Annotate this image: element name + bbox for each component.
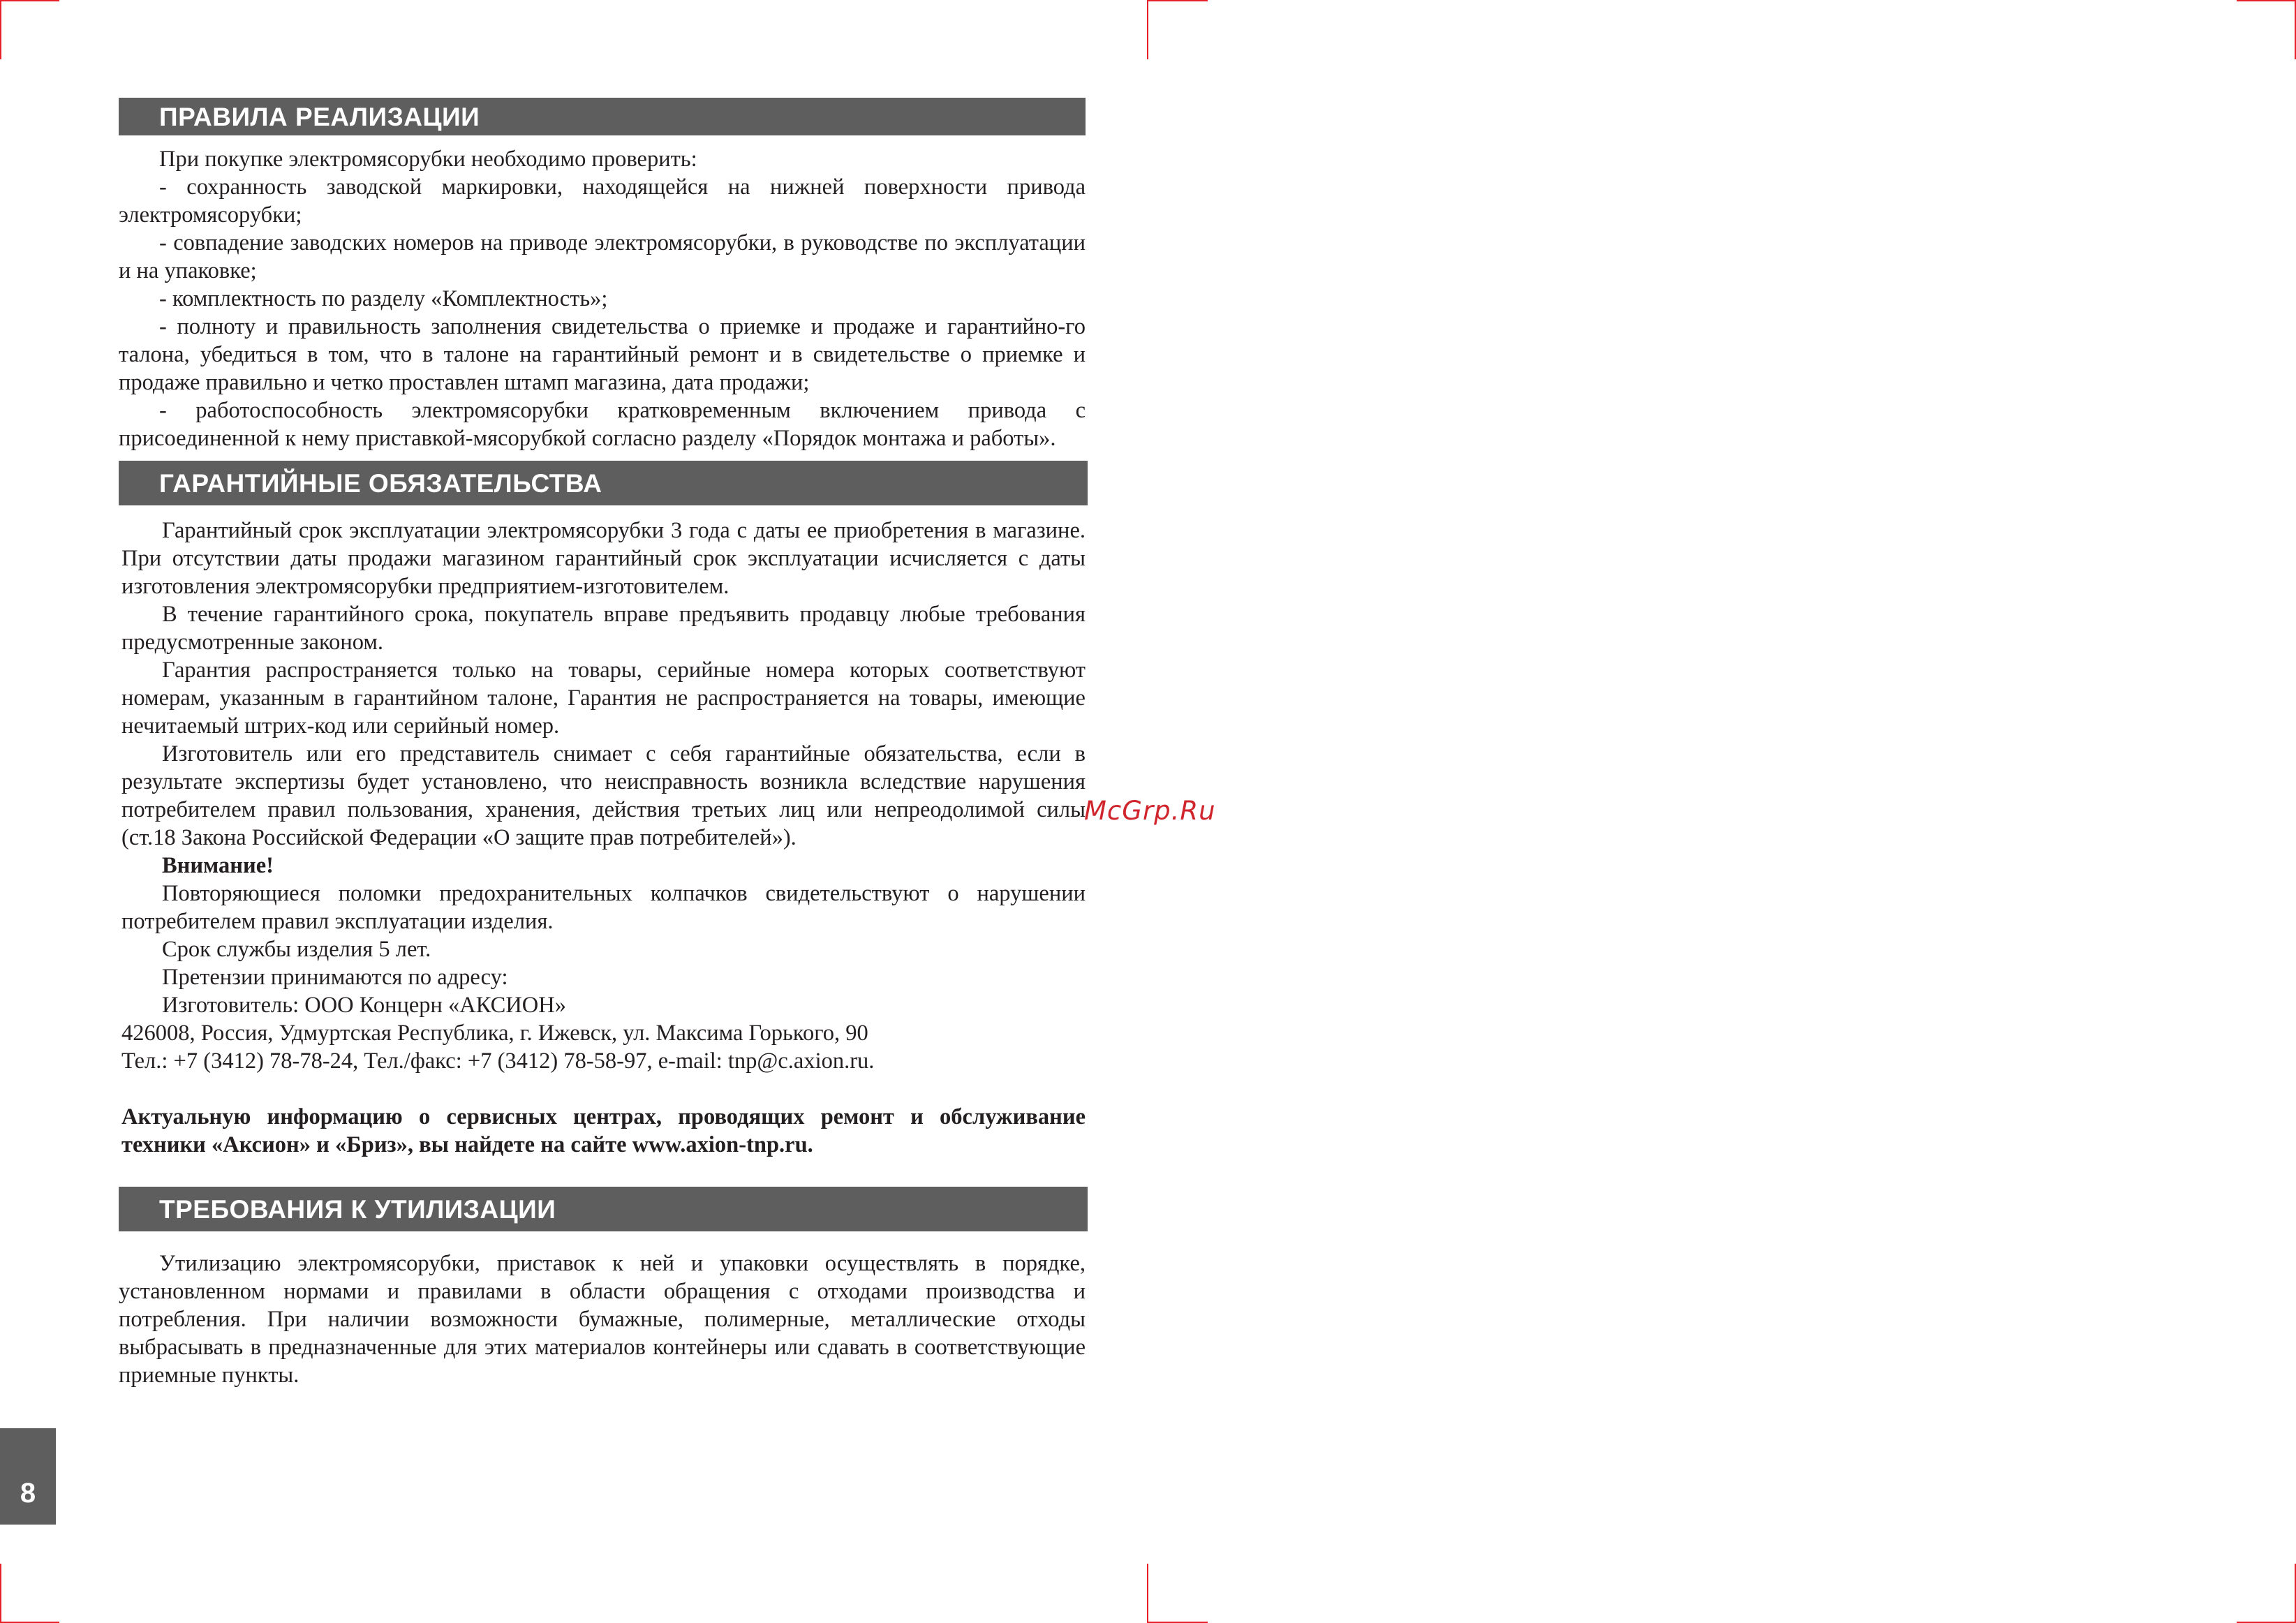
paragraph: При покупке электромясорубки необходимо проверить: bbox=[159, 147, 697, 172]
attention-text: Повторяющиеся поломки предохранительных колпачков свидетельствуют о нарушении потребителем правил эксплуатации изделия. bbox=[121, 881, 1086, 934]
watermark: McGrp.Ru bbox=[1084, 796, 1216, 826]
paragraph: Гарантийный срок эксплуатации электромясорубки 3 года с даты ее приобретения в магазине. При отсутствии даты продажи магазином гарантийный срок эксплуатации исчисляется с даты изготовления электромясорубки предприятием-изготовителем. bbox=[121, 518, 1086, 599]
paragraph: В течение гарантийного срока, покупатель вправе предъявить продавцу любые требования предусмотренные законом. bbox=[121, 602, 1086, 655]
section-title-warranty: ГАРАНТИЙНЫЕ ОБЯЗАТЕЛЬСТВА bbox=[119, 461, 1088, 505]
paragraph: - полноту и правильность заполнения свидетельства о приемке и продаже и гарантийно-го талона, убедиться в том, что в талоне на гарантийный ремонт и в свидетельстве о приемке и продаже правильно и четко проставлен штамп магазина, дата продажи; bbox=[119, 314, 1086, 395]
page-number-tab bbox=[0, 1428, 56, 1525]
paragraph: Утилизацию электромясорубки, приставок к ней и упаковки осуществлять в порядке, установленном нормами и правилами в области обращения с отходами производства и потребления. При наличии возможности бумажные, полимерные, металлические отходы выбрасывать в предназначенные для этих материалов контейнеры или сдавать в соответствующие приемные пункты. bbox=[119, 1251, 1086, 1388]
section-title-disposal: ТРЕБОВАНИЯ К УТИЛИЗАЦИИ bbox=[119, 1187, 1088, 1231]
paragraph: - работоспособность электромясорубки кратковременным включением привода с присоединенной к нему приставкой-мясорубкой согласно разделу «Порядок монтажа и работы». bbox=[119, 398, 1086, 451]
crop-mark bbox=[0, 0, 59, 1]
disposal-text bbox=[119, 1250, 1086, 1389]
crop-mark bbox=[0, 1564, 1, 1623]
paragraph: - совпадение заводских номеров на приводе электромясорубки, в руководстве по эксплуатации и на упаковке; bbox=[119, 230, 1086, 283]
paragraph: Изготовитель или его представитель снимает с себя гарантийные обязательства, если в результате экспертизы будет установлено, что неисправность возникла вследствие нарушения потребителем правил пользования, хранения, действия третьих лиц или непреодолимой силы (ст.18 Закона Российской Федерации «О защите прав потребителей»). bbox=[121, 741, 1086, 850]
warranty-text bbox=[119, 517, 1086, 1159]
crop-mark bbox=[0, 0, 1, 59]
page-number: 8 bbox=[20, 1478, 36, 1509]
section-title-sale-rules: ПРАВИЛА РЕАЛИЗАЦИИ bbox=[119, 98, 1086, 135]
crop-mark bbox=[1147, 0, 1148, 59]
claims-address-label: Претензии принимаются по адресу: bbox=[162, 965, 508, 990]
crop-mark bbox=[2237, 0, 2296, 1]
page-content bbox=[119, 98, 1086, 1389]
paragraph: Гарантия распространяется только на товары, серийные номера которых соответствуют номерам, указанным в гарантийном талоне, Гарантия не распространяется на товары, имеющие нечитаемый штрих-код или серийный номер. bbox=[121, 658, 1086, 739]
service-life: Срок службы изделия 5 лет. bbox=[162, 937, 431, 962]
manufacturer-address: 426008, Россия, Удмуртская Республика, г. Ижевск, ул. Максима Горького, 90 bbox=[121, 1021, 868, 1046]
crop-mark bbox=[1148, 0, 1208, 1]
service-centers-info: Актуальную информацию о сервисных центрах, проводящих ремонт и обслуживание техники «Аксион» и «Бриз», вы найдете на сайте www.axion-tnp.ru. bbox=[121, 1104, 1086, 1157]
crop-mark bbox=[1147, 1564, 1148, 1623]
sale-rules-text bbox=[119, 145, 1086, 452]
attention-label: Внимание! bbox=[162, 853, 274, 878]
manufacturer-contacts: Тел.: +7 (3412) 78-78-24, Тел./факс: +7 (3412) 78-58-97, e-mail: tnp@c.axion.ru. bbox=[121, 1048, 875, 1074]
paragraph: - комплектность по разделу «Комплектность»; bbox=[159, 286, 608, 311]
manufacturer: Изготовитель: ООО Концерн «АКСИОН» bbox=[162, 993, 566, 1018]
paragraph: - сохранность заводской маркировки, находящейся на нижней поверхности привода электромясорубки; bbox=[119, 175, 1086, 228]
